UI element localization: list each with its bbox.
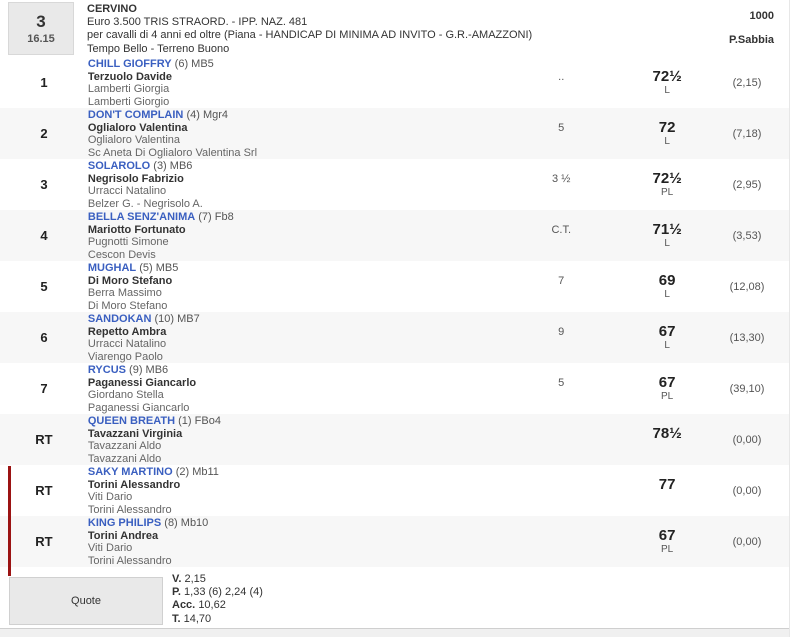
horse-name-line <box>88 211 539 224</box>
horse-name-line <box>88 313 539 326</box>
finish-position: 6 <box>40 330 48 345</box>
horse-name-line <box>88 160 539 173</box>
horse-number-code: (3) MB6 <box>153 160 193 172</box>
finish-position: 7 <box>40 381 48 396</box>
driver-name: Torini Andrea <box>87 529 159 542</box>
race-header <box>0 0 789 57</box>
distance-gap: 5 <box>558 377 565 389</box>
quote-section <box>0 567 789 628</box>
quote-line <box>172 613 263 626</box>
finish-position: RT <box>35 534 53 549</box>
finish-position: 3 <box>40 177 48 192</box>
driver-name: Torini Alessandro <box>87 478 181 491</box>
horse-info-cell <box>88 465 539 516</box>
driver-name: Paganessi Giancarlo <box>87 376 197 389</box>
owner-name: Sc Aneta Di Oglialoro Valentina Srl <box>87 146 258 159</box>
race-result-row <box>0 465 789 516</box>
handicap-rating: 67 <box>658 322 676 340</box>
quote-line-value: 2,15 <box>184 573 206 585</box>
odds-value: (12,08) <box>729 280 765 293</box>
finish-position: 2 <box>40 126 48 141</box>
driver-name: Negrisolo Fabrizio <box>87 172 184 185</box>
handicap-rating: 71½ <box>652 220 682 238</box>
odds-value: (2,15) <box>732 76 762 89</box>
horse-name-line <box>88 415 539 428</box>
quote-line-value: 14,70 <box>183 612 212 625</box>
race-result-row <box>0 159 789 210</box>
quote-box-label: Quote <box>71 595 101 607</box>
race-info-block <box>87 0 532 57</box>
quote-line-value: 10,62 <box>198 599 226 612</box>
horse-number-code: (1) FBo4 <box>178 415 221 427</box>
finish-position: RT <box>35 483 53 498</box>
owner-name: Di Moro Stefano <box>87 299 168 312</box>
owner-name: Belzer G. - Negrisolo A. <box>87 197 203 210</box>
horse-name-line <box>88 466 539 479</box>
rating-cell <box>607 108 727 159</box>
rating-cell <box>607 261 727 312</box>
horse-info-cell <box>88 210 539 261</box>
rating-cell <box>607 516 727 567</box>
quote-line <box>172 573 263 586</box>
handicap-rating: 72½ <box>652 67 682 85</box>
owner-name: Paganessi Giancarlo <box>87 401 190 414</box>
horse-name-link[interactable]: SANDOKAN <box>87 313 152 325</box>
rating-note: PL <box>661 390 674 402</box>
trainer-name: Viti Dario <box>87 491 133 504</box>
horse-info-cell <box>88 57 539 108</box>
race-number: 3 <box>36 11 46 31</box>
race-weather-line: Tempo Bello - Terreno Buono <box>87 42 230 55</box>
horse-number-code: (4) Mgr4 <box>186 109 228 121</box>
horse-number-code: (5) MB5 <box>139 262 179 274</box>
quote-line <box>172 586 263 599</box>
race-result-row <box>0 57 789 108</box>
horse-info-cell <box>88 261 539 312</box>
rating-cell <box>607 414 727 465</box>
horse-info-cell <box>88 159 539 210</box>
horse-name-link[interactable]: QUEEN BREATH <box>87 415 176 427</box>
finish-position: RT <box>35 432 53 447</box>
driver-name: Terzuolo Davide <box>87 70 173 83</box>
horse-info-cell <box>88 312 539 363</box>
horse-name-link[interactable]: MUGHAL <box>87 262 137 274</box>
quote-line-label: V. <box>172 573 182 585</box>
handicap-rating: 78½ <box>652 424 682 442</box>
horse-number-code: (7) Fb8 <box>198 211 234 223</box>
horse-info-cell <box>88 516 539 567</box>
rating-note: L <box>664 84 670 96</box>
horse-name-link[interactable]: SOLAROLO <box>87 160 151 172</box>
trainer-name: Pugnotti Simone <box>87 236 169 249</box>
odds-value: (0,00) <box>732 433 762 446</box>
race-result-row <box>0 516 789 567</box>
rating-cell <box>607 312 727 363</box>
race-result-row <box>0 312 789 363</box>
driver-name: Oglialoro Valentina <box>87 121 188 134</box>
horse-number-code: (9) MB6 <box>129 364 169 376</box>
distance-gap: .. <box>558 71 565 83</box>
handicap-rating: 72½ <box>652 169 682 187</box>
distance-gap <box>539 414 583 465</box>
rating-cell <box>607 363 727 414</box>
handicap-rating: 69 <box>658 271 676 289</box>
race-surface: P.Sabbia <box>728 34 774 46</box>
odds-value: (39,10) <box>729 382 765 395</box>
distance-gap: 3 ½ <box>552 173 571 185</box>
race-name: CERVINO <box>87 3 137 15</box>
race-result-row <box>0 363 789 414</box>
finish-position: 5 <box>40 279 48 294</box>
handicap-rating: 67 <box>658 373 676 391</box>
horse-name-line <box>88 109 539 122</box>
rating-note: PL <box>661 543 674 555</box>
finish-position: 4 <box>40 228 48 243</box>
race-meta-block <box>729 0 789 57</box>
horse-name-link[interactable]: KING PHILIPS <box>87 517 162 529</box>
rating-note: L <box>664 288 670 300</box>
race-result-row <box>0 210 789 261</box>
trainer-name: Berra Massimo <box>87 287 162 300</box>
odds-value: (0,00) <box>732 535 762 548</box>
quote-line-value: 1,33 (6) 2,24 (4) <box>184 586 263 599</box>
distance-gap: C.T. <box>551 224 572 236</box>
race-number-box <box>8 2 74 55</box>
owner-name: Viarengo Paolo <box>87 350 163 363</box>
horse-number-code: (8) Mb10 <box>164 517 209 529</box>
owner-name: Cescon Devis <box>87 248 156 261</box>
horse-number-code: (2) Mb11 <box>175 466 219 478</box>
owner-name: Lamberti Giorgio <box>87 95 170 108</box>
rating-cell <box>607 159 727 210</box>
owner-name: Tavazzani Aldo <box>87 452 162 465</box>
horse-name-link[interactable]: DON'T COMPLAIN <box>87 109 184 121</box>
trainer-name: Giordano Stella <box>87 389 164 402</box>
trainer-name: Urracci Natalino <box>87 338 167 351</box>
trainer-name: Viti Dario <box>87 542 133 555</box>
race-result-row <box>0 414 789 465</box>
race-result-row <box>0 261 789 312</box>
horse-number-code: (10) MB7 <box>154 313 200 325</box>
driver-name: Mariotto Fortunato <box>87 223 186 236</box>
rating-note: PL <box>661 186 674 198</box>
race-result-row <box>0 108 789 159</box>
rating-note: L <box>664 339 670 351</box>
trainer-name: Urracci Natalino <box>87 185 167 198</box>
finish-position: 1 <box>40 75 48 90</box>
odds-value: (7,18) <box>732 127 762 140</box>
quote-line-label: T. <box>172 612 181 625</box>
horse-name-link[interactable]: CHILL GIOFFRY <box>87 58 172 70</box>
bottom-strip <box>0 628 789 637</box>
horse-info-cell <box>88 363 539 414</box>
horse-name-line <box>88 364 539 377</box>
horse-name-line <box>88 58 539 71</box>
rating-cell <box>607 465 727 516</box>
trainer-name: Oglialoro Valentina <box>87 134 181 147</box>
horse-name-line <box>88 517 539 530</box>
horse-name-link[interactable]: BELLA SENZ'ANIMA <box>87 211 196 223</box>
horse-name-link[interactable]: RYCUS <box>87 364 126 376</box>
handicap-rating: 67 <box>658 526 676 544</box>
horse-name-line <box>88 262 539 275</box>
trainer-name: Tavazzani Aldo <box>87 440 162 453</box>
owner-name: Torini Alessandro <box>87 503 172 516</box>
race-conditions-line: per cavalli di 4 anni ed oltre (Piana - HANDICAP DI MINIMA AD INVITO - G.R.-AMAZZONI) <box>87 29 533 42</box>
quote-box <box>9 577 163 625</box>
odds-value: (0,00) <box>732 484 762 497</box>
rating-note: L <box>664 237 670 249</box>
rating-cell <box>607 210 727 261</box>
distance-gap: 7 <box>558 275 565 287</box>
distance-gap: 5 <box>558 122 565 134</box>
driver-name: Repetto Ambra <box>87 325 167 338</box>
race-start-time: 16.15 <box>27 32 55 45</box>
distance-gap <box>539 516 583 567</box>
results-list <box>0 57 789 567</box>
race-distance: 1000 <box>749 10 774 22</box>
trainer-name: Lamberti Giorgia <box>87 83 170 96</box>
retired-marker-line <box>8 466 11 576</box>
odds-value: (2,95) <box>732 178 762 191</box>
distance-gap: 9 <box>558 326 565 338</box>
horse-number-code: (6) MB5 <box>174 58 214 70</box>
quote-lines <box>172 567 263 628</box>
odds-value: (13,30) <box>729 331 765 344</box>
handicap-rating: 72 <box>658 118 676 136</box>
distance-gap <box>539 465 583 516</box>
rating-note: L <box>664 135 670 147</box>
driver-name: Tavazzani Virginia <box>87 427 183 440</box>
horse-info-cell <box>88 108 539 159</box>
handicap-rating: 77 <box>658 475 676 493</box>
rating-cell <box>607 57 727 108</box>
quote-line <box>172 599 263 612</box>
odds-value: (3,53) <box>732 229 762 242</box>
horse-name-link[interactable]: SAKY MARTINO <box>87 466 173 478</box>
quote-line-label: P. <box>172 586 181 599</box>
quote-line-label: Acc. <box>172 599 196 612</box>
horse-info-cell <box>88 414 539 465</box>
owner-name: Torini Alessandro <box>87 554 172 567</box>
driver-name: Di Moro Stefano <box>87 274 173 287</box>
race-prize-line: Euro 3.500 TRIS STRAORD. - IPP. NAZ. 481 <box>87 16 308 29</box>
